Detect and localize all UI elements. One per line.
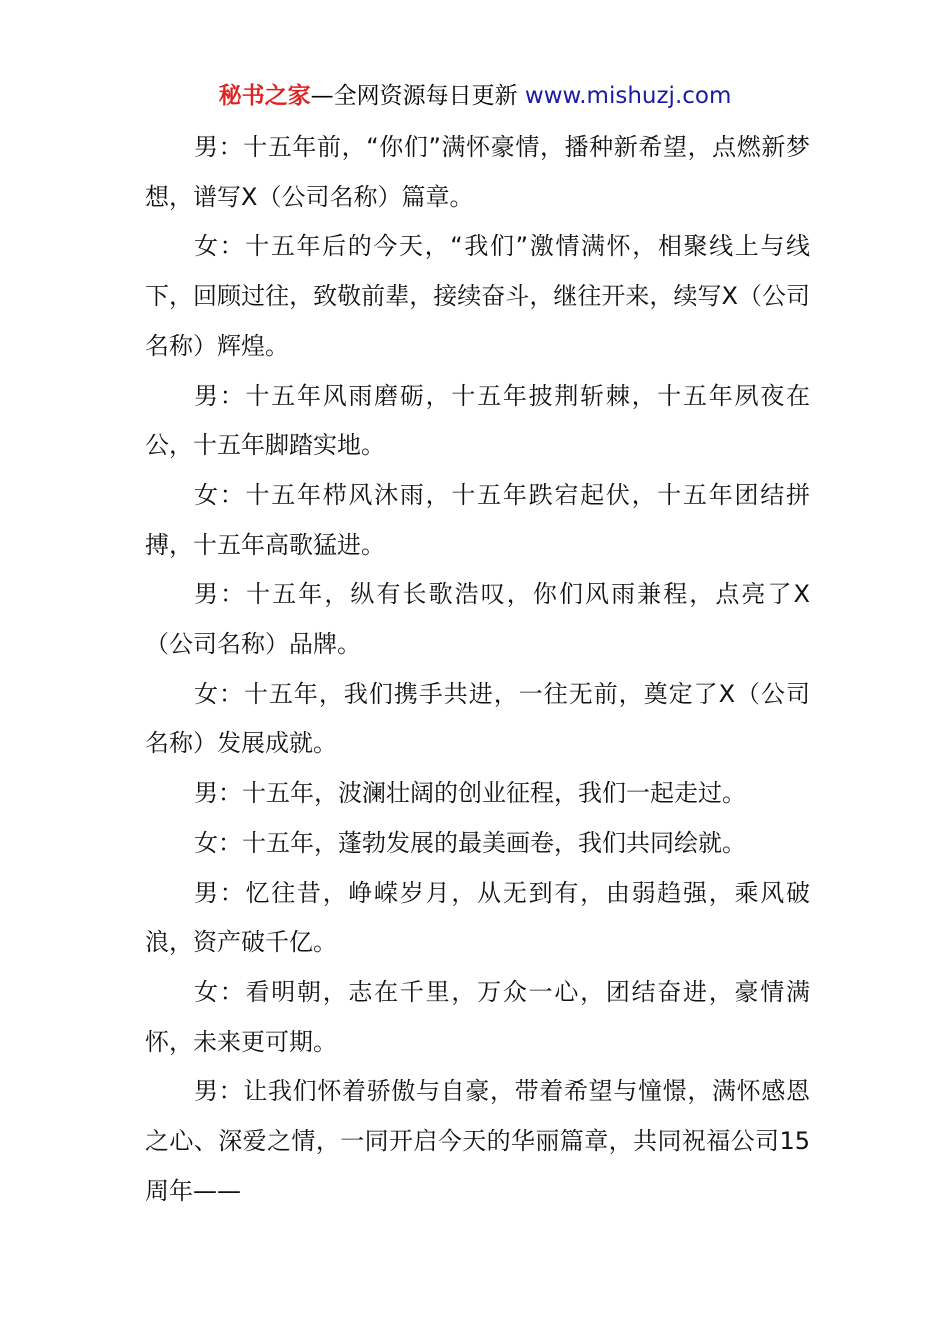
paragraph: 女：十五年栉风沐雨，十五年跌宕起伏，十五年团结拼搏，十五年高歌猛进。 (145, 480, 810, 559)
header-brand: 秘书之家 (218, 83, 311, 109)
paragraph: 男：十五年，波澜壮阔的创业征程，我们一起走过。 (194, 779, 746, 808)
paragraph: 女：看明朝，志在千里，万众一心，团结奋进，豪情满怀，未来更可期。 (145, 977, 810, 1056)
header-url-link[interactable]: www.mishuzj.com (524, 83, 732, 109)
paragraph: 男：忆往昔，峥嵘岁月，从无到有，由弱趋强，乘风破浪，资产破千亿。 (145, 878, 810, 957)
page-header (0, 80, 950, 112)
script-body (145, 123, 810, 1216)
paragraph: 女：十五年，蓬勃发展的最美画卷，我们共同绘就。 (194, 828, 746, 857)
paragraph: 女：十五年，我们携手共进，一往无前，奠定了X（公司名称）发展成就。 (145, 679, 810, 758)
paragraph: 男：让我们怀着骄傲与自豪，带着希望与憧憬，满怀感恩之心、深爱之情，一同开启今天的华丽篇章，共同祝福公司15周年—— (145, 1077, 810, 1205)
paragraph: 女：十五年后的今天，“我们”激情满怀，相聚线上与线下，回顾过往，致敬前辈，接续奋斗，继往开来，续写X（公司名称）辉煌。 (145, 232, 810, 360)
paragraph: 男：十五年前，“你们”满怀豪情，播种新希望，点燃新梦想，谱写X（公司名称）篇章。 (145, 133, 810, 211)
paragraph: 男：十五年，纵有长歌浩叹，你们风雨兼程，点亮了X（公司名称）品牌。 (145, 580, 810, 659)
header-tagline: —全网资源每日更新 (310, 83, 518, 109)
paragraph: 男：十五年风雨磨砺，十五年披荆斩棘，十五年夙夜在公，十五年脚踏实地。 (145, 381, 810, 460)
